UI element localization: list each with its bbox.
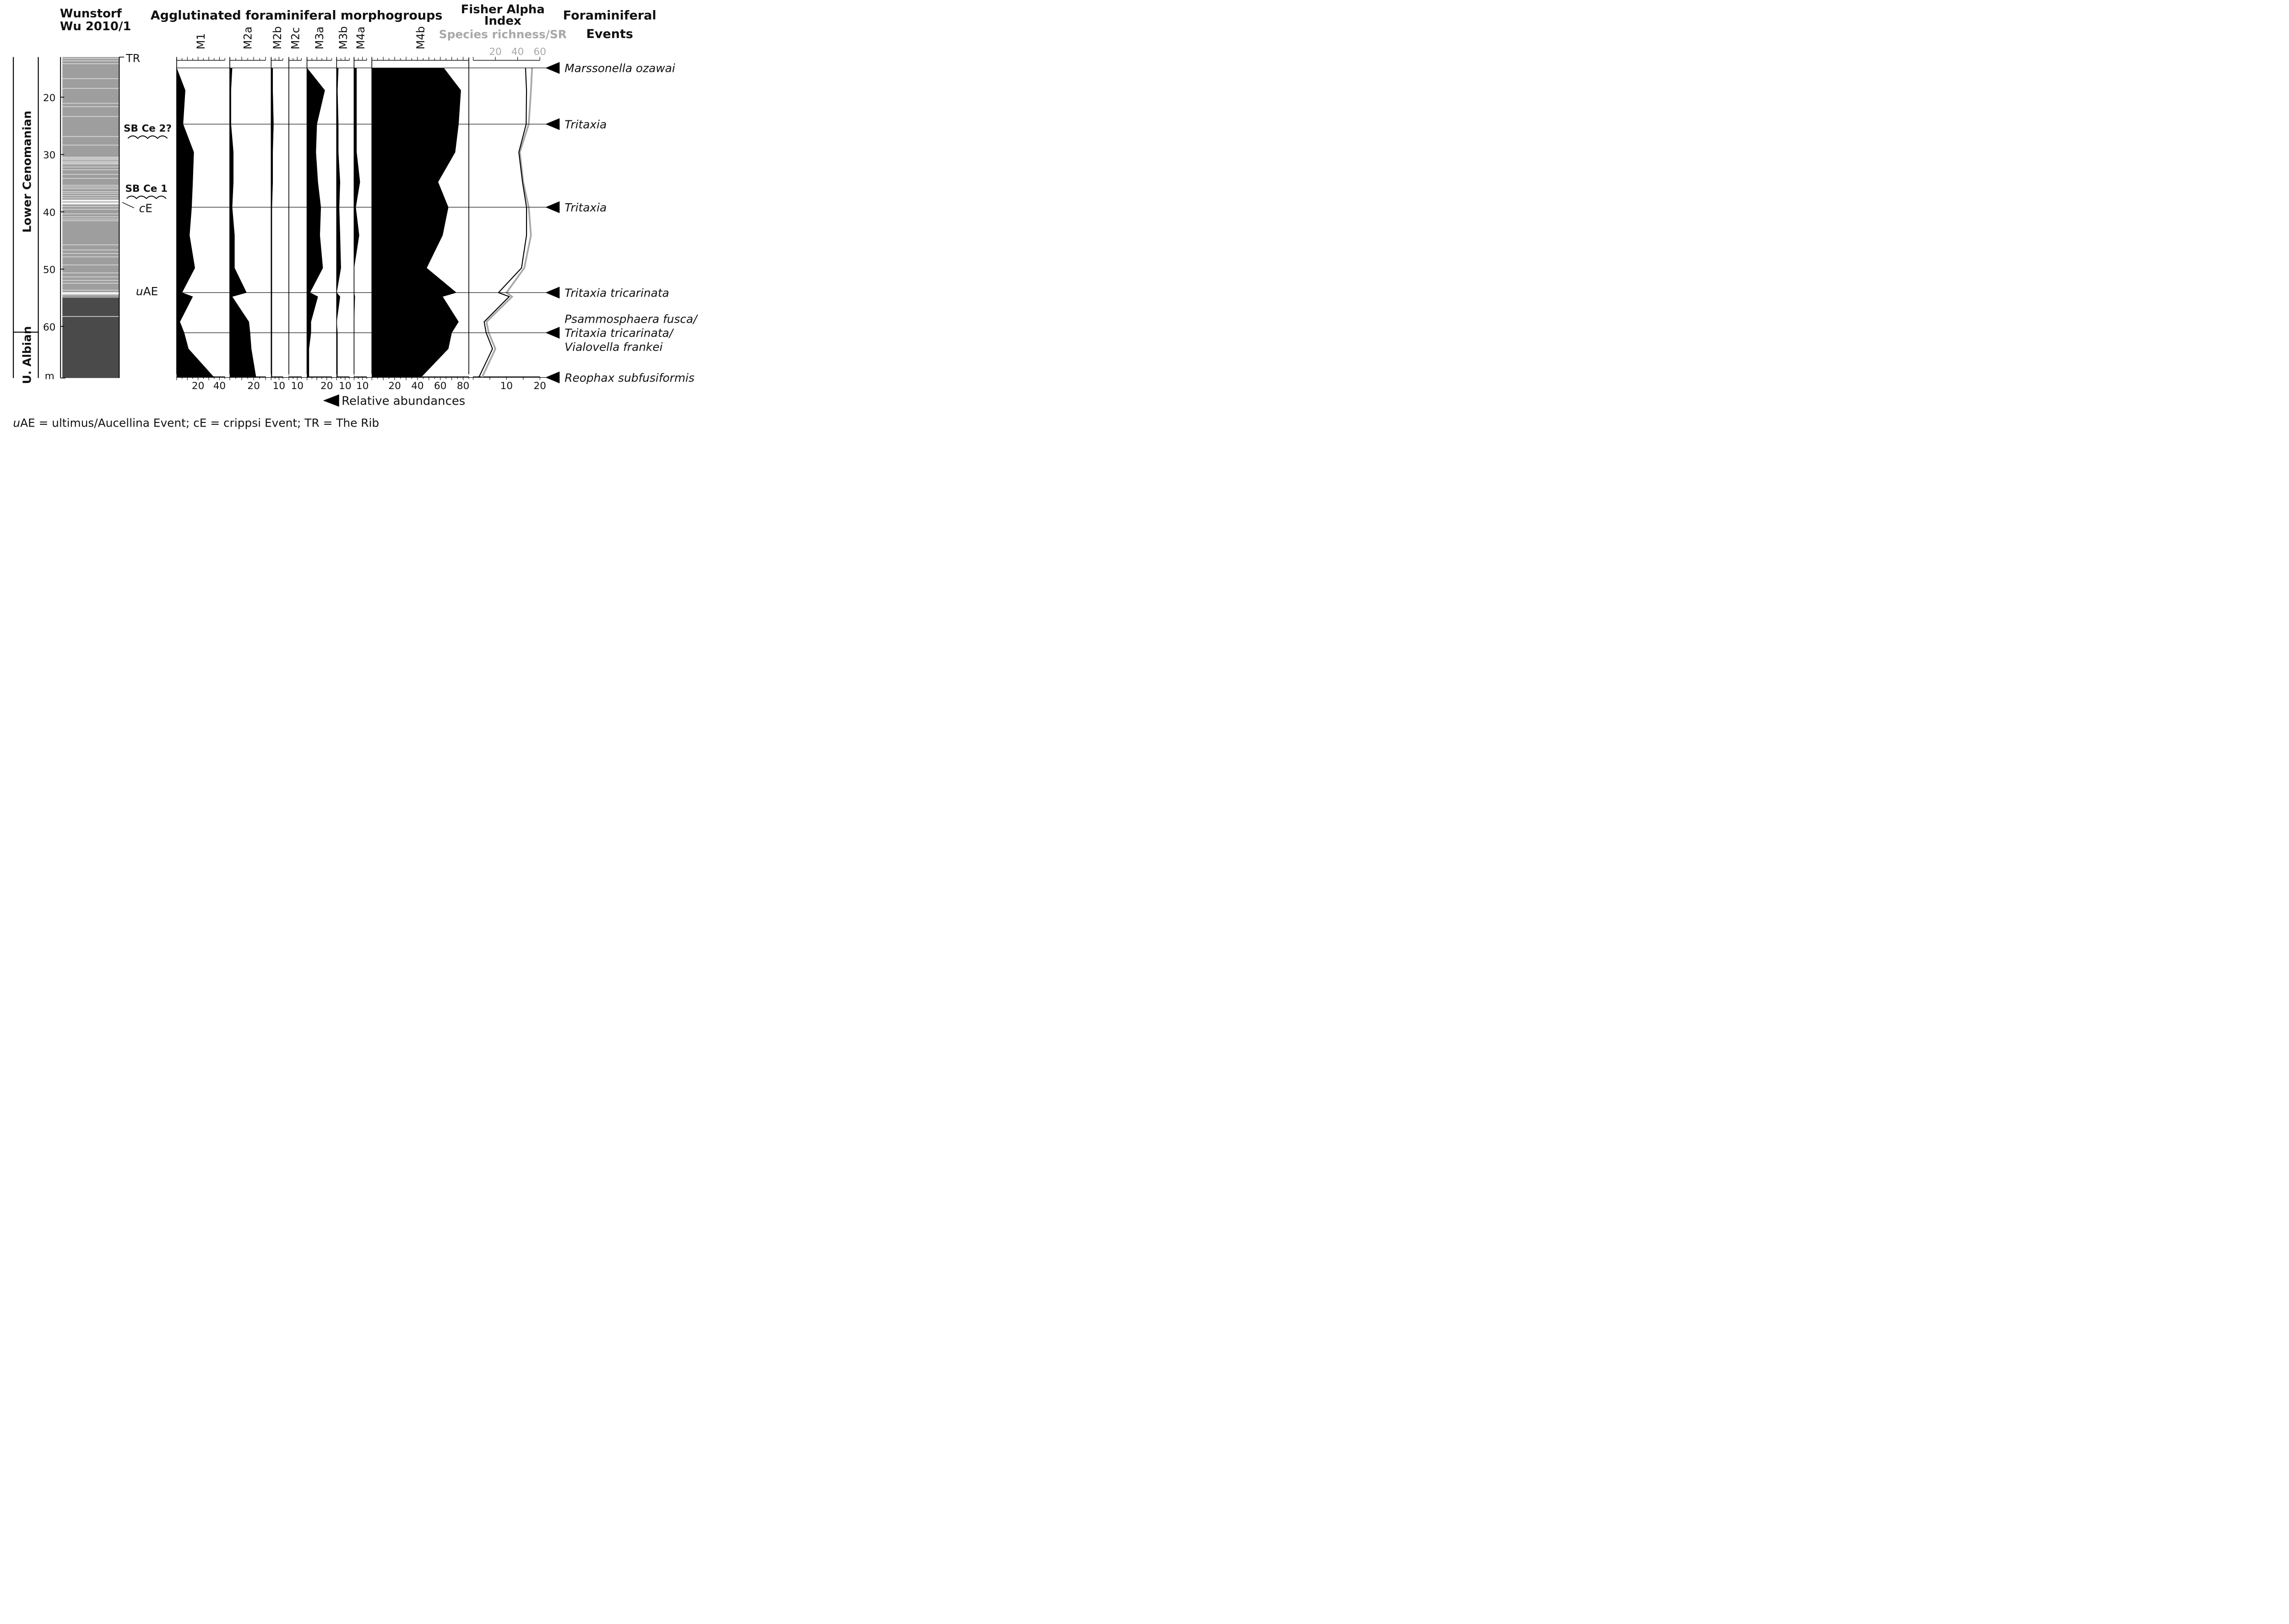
richness-tick-label: 40 (511, 46, 524, 58)
species-richness-label: Species richness/SR (439, 27, 567, 41)
section-markers (119, 52, 172, 298)
tick-label: 10 (339, 380, 352, 392)
events-title-line1: Foraminiferal (563, 8, 656, 23)
fisher-tick-label: 20 (533, 380, 546, 392)
diversity-panel (473, 46, 546, 392)
marker-label: cE (139, 201, 152, 215)
lithology-light-band (62, 201, 119, 202)
event-label: Tritaxia (564, 118, 607, 131)
lithology-light-band (62, 145, 119, 146)
stage-label: Lower Cenomanian (20, 110, 34, 233)
tick-label: 40 (411, 380, 424, 392)
sequence-boundary-wavy-line (127, 196, 166, 198)
chart-title: Agglutinated foraminiferal morphogroups (150, 8, 443, 23)
lithology-light-band (62, 116, 119, 117)
lithology-white-band (62, 292, 119, 294)
lithology-unit (62, 298, 119, 378)
diversity-title-line1: Fisher Alpha (461, 3, 545, 17)
lithology-light-band (62, 185, 119, 186)
lithology-light-band (62, 63, 119, 64)
lithology-light-band (62, 283, 119, 284)
event-label: Psammosphaera fusca/ (564, 312, 697, 326)
event-arrow-icon (545, 201, 559, 213)
lithology-light-band (62, 244, 119, 245)
stage-bar (13, 57, 38, 384)
lithology-light-band (62, 219, 119, 220)
lithology-light-band (62, 195, 119, 196)
lithology-light-band (62, 178, 119, 179)
tick-label: 60 (434, 380, 447, 392)
sequence-boundary-wavy-line (128, 136, 167, 138)
morphogroup-name-m3b: M3b (336, 26, 350, 49)
lithology-light-band (62, 280, 119, 281)
lithology-light-band (62, 103, 119, 104)
lithology-light-band (62, 191, 119, 192)
lithology-light-band (62, 167, 119, 168)
morphogroup-name-m4b: M4b (414, 26, 427, 49)
lithology-light-band (62, 253, 119, 254)
lithology-light-band (62, 188, 119, 189)
lithology-light-band (62, 88, 119, 89)
figure-canvas (0, 0, 714, 438)
lithology-light-band (62, 249, 119, 250)
morphogroup-name-m2a: M2a (241, 26, 255, 49)
lithology-light-band (62, 197, 119, 198)
events-title-line2: Events (586, 27, 633, 42)
event-arrow-icon (545, 118, 559, 130)
depth-axis (43, 57, 65, 382)
section-title-line2: Wu 2010/1 (60, 20, 131, 34)
species-richness-line (482, 68, 532, 377)
morphogroup-name-m2b: M2b (271, 26, 284, 49)
fisher-alpha-line (479, 68, 526, 377)
event-label: Reophax subfusiformis (564, 371, 694, 384)
lithology-light-band (62, 106, 119, 107)
lithology-light-band (62, 193, 119, 194)
tick-label: 10 (272, 380, 286, 392)
lithology-white-band (62, 200, 119, 201)
tick-label: 20 (388, 380, 401, 392)
depth-tick-label: 40 (43, 207, 56, 219)
event-label: Tritaxia tricarinata/ (564, 326, 673, 340)
depth-tick-label: 60 (43, 321, 56, 333)
depth-unit-label: m (44, 370, 54, 382)
lithology-light-band (62, 164, 119, 165)
event-label: Tritaxia tricarinata (564, 286, 669, 300)
morphogroup-area-m3b (336, 68, 341, 377)
tick-label: 20 (247, 380, 260, 392)
lithology-light-band (62, 256, 119, 257)
lithology-light-band (62, 294, 119, 295)
lithology-light-band (62, 58, 119, 59)
morphogroup-area-m1 (177, 68, 214, 377)
richness-tick-label: 20 (489, 46, 502, 58)
lithology-light-band (62, 60, 119, 61)
lithology-light-band (62, 136, 119, 137)
lithology-light-band (62, 187, 119, 188)
tick-label: 20 (320, 380, 333, 392)
event-label: Vialovella frankei (564, 340, 663, 354)
event-label: Marssonella ozawai (564, 61, 675, 75)
morphogroup-name-m2c: M2c (289, 27, 302, 49)
morphogroup-name-m3a: M3a (313, 26, 326, 49)
tick-label: 10 (356, 380, 369, 392)
lithology-light-band (62, 209, 119, 210)
footnote: uAE = ultimus/Aucellina Event; cE = crippsi Event; TR = The Rib (13, 416, 380, 430)
lithology-light-band (62, 290, 119, 291)
event-arrow-icon (545, 327, 559, 339)
lithology-white-band (62, 203, 119, 204)
morphogroup-area-m4b (372, 68, 461, 377)
marker-label: SB Ce 1 (125, 183, 168, 195)
marker-label: SB Ce 2? (123, 123, 172, 135)
morphogroup-area-m3a (307, 68, 325, 377)
lithology-light-band (62, 272, 119, 273)
event-arrow-icon (545, 372, 559, 384)
lithology-light-band (62, 316, 119, 317)
relative-abundance-arrow-icon (323, 395, 339, 407)
lithology-column-group (62, 57, 119, 378)
marker-label: uAE (136, 284, 158, 298)
lithology-light-band (62, 161, 119, 163)
depth-tick-label: 50 (43, 264, 56, 276)
event-arrow-icon (545, 287, 559, 298)
tick-label: 10 (291, 380, 304, 392)
morphogroup-area-m2a (230, 68, 256, 377)
marker-label: TR (126, 52, 141, 65)
lithology-light-band (62, 221, 119, 222)
depth-tick-label: 20 (43, 92, 56, 104)
event-label: Tritaxia (564, 200, 607, 214)
diversity-title-line2: Index (484, 14, 521, 28)
ce-pointer-line (122, 202, 134, 208)
event-arrow-icon (545, 62, 559, 74)
lithology-light-band (62, 174, 119, 175)
tick-label: 80 (456, 380, 470, 392)
lithology-light-band (62, 206, 119, 207)
morphogroup-name-m1: M1 (195, 33, 208, 49)
morphogroup-area-m4a (354, 68, 360, 377)
richness-tick-label: 60 (533, 46, 546, 58)
tick-label: 40 (213, 380, 226, 392)
lithology-light-band (62, 169, 119, 170)
lithology-light-band (62, 78, 119, 79)
lithology-unit (62, 57, 119, 298)
figure (0, 0, 714, 438)
fisher-tick-label: 10 (500, 380, 513, 392)
lithology-light-band (62, 204, 119, 205)
lithology-light-band (62, 213, 119, 214)
lithology-light-band (62, 276, 119, 277)
section-title-line1: Wunstorf (60, 6, 122, 21)
lithology-light-band (62, 157, 119, 160)
x-axis-caption: Relative abundances (342, 394, 466, 408)
tick-label: 20 (191, 380, 205, 392)
event-labels (545, 62, 698, 384)
depth-tick-label: 30 (43, 150, 56, 162)
morphogroup-name-m4a: M4a (354, 26, 367, 49)
morphogroup-panels (177, 26, 469, 392)
stage-label: U. Albian (20, 326, 34, 384)
